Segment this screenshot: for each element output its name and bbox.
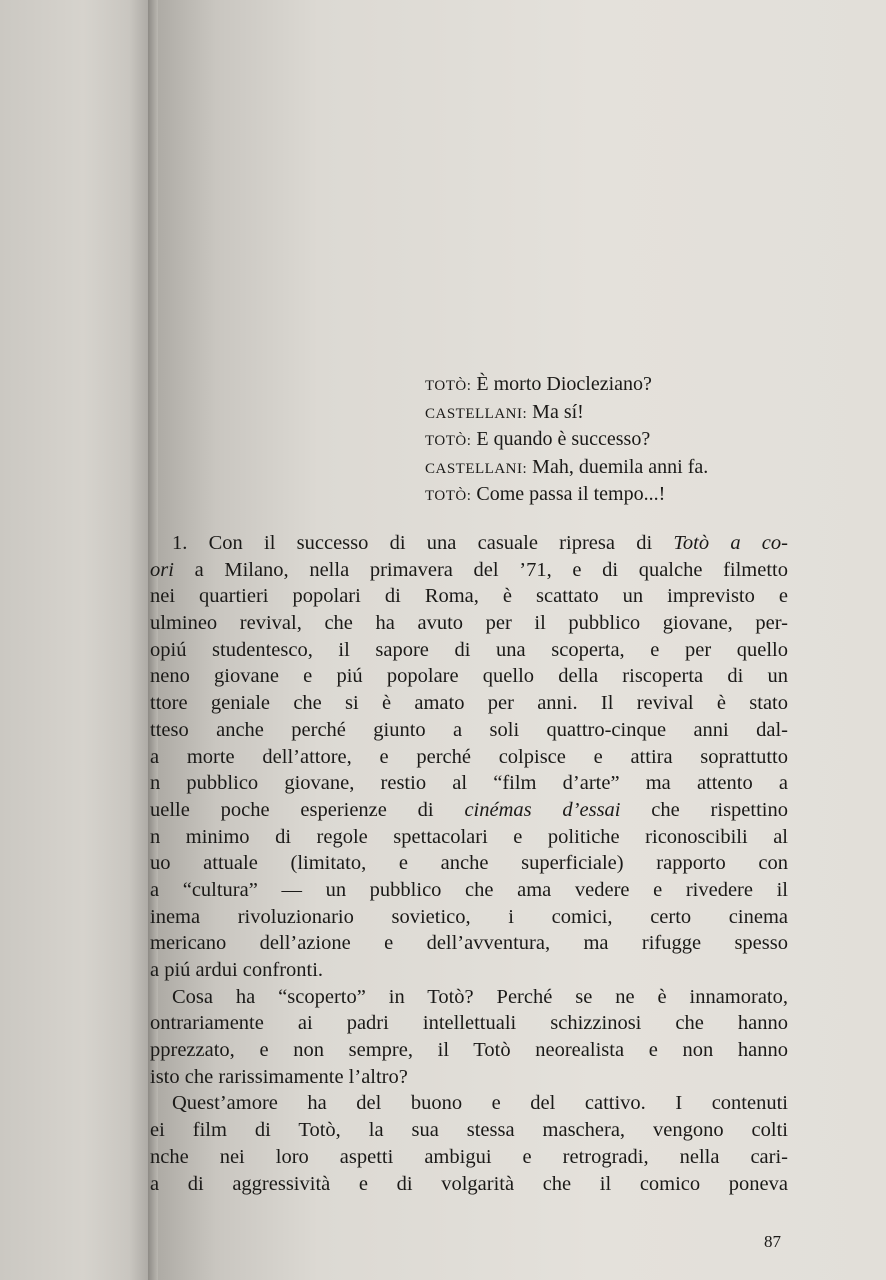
text-segment: a Milano, nella primavera del ’71, e di qualche filmetto: [173, 558, 788, 581]
text-line: [150, 877, 788, 904]
body-text: [150, 530, 788, 1197]
text-line: [150, 557, 788, 584]
text-segment: uelle poche esperienze di: [150, 798, 465, 821]
epigraph-dialogue: [425, 372, 865, 510]
dialogue-speaker: TOTÒ:: [425, 378, 472, 394]
page-number: 87: [764, 1232, 781, 1251]
text-segment: a morte dell’attore, e perché colpisce e attira soprattutto: [150, 745, 788, 768]
dialogue-text: È morto Diocleziano?: [476, 373, 652, 395]
dialogue-line: [425, 427, 865, 455]
text-line: [150, 717, 788, 744]
text-line: [150, 744, 788, 771]
text-line: [150, 957, 788, 984]
dialogue-speaker: CASTELLANI:: [425, 460, 528, 477]
text-line: [150, 1090, 788, 1117]
text-line: [150, 530, 788, 557]
text-segment: n minimo di regole spettacolari e politiche riconoscibili al: [150, 825, 788, 848]
text-segment: nei quartieri popolari di Roma, è scattato un imprevisto e: [150, 585, 788, 608]
dialogue-speaker: TOTÒ:: [425, 488, 472, 504]
text-segment: inema rivoluzionario sovietico, i comici, certo cinema: [150, 905, 788, 928]
text-segment: a “cultura” — un pubblico che ama vedere e rivedere il: [150, 878, 788, 901]
text-segment: mericano dell’azione e dell’avventura, ma rifugge spesso: [150, 932, 788, 955]
text-segment: Cosa ha “scoperto” in Totò? Perché se ne è innamorato,: [172, 985, 788, 1008]
italic-segment: Totò a co-: [673, 532, 788, 554]
text-segment: tteso anche perché giunto a soli quattro-cinque anni dal-: [150, 718, 788, 741]
italic-segment: cinémas d’essai: [464, 798, 621, 821]
text-segment: ei film di Totò, la sua stessa maschera, vengono colti: [150, 1119, 788, 1142]
text-line: [150, 770, 788, 797]
dialogue-line: [425, 455, 865, 483]
dialogue-line: [425, 482, 865, 510]
dialogue-speaker: CASTELLANI:: [425, 405, 528, 422]
text-segment: 1. Con il successo di una casuale ripresa di: [172, 532, 674, 554]
left-page-edge: [0, 0, 152, 1280]
text-line: [150, 690, 788, 717]
text-segment: nche nei loro aspetti ambigui e retrogradi, nella cari-: [150, 1145, 788, 1168]
text-line: [150, 904, 788, 931]
dialogue-text: E quando è successo?: [476, 428, 651, 450]
text-line: [150, 1144, 788, 1171]
text-segment: ontrariamente ai padri intellettuali schizzinosi che hanno: [150, 1012, 788, 1035]
dialogue-text: Come passa il tempo...!: [476, 483, 666, 505]
text-line: [150, 984, 788, 1011]
text-line: [150, 1171, 788, 1198]
text-segment: Quest’amore ha del buono e del cattivo. I contenuti: [172, 1092, 788, 1115]
text-segment: ttore geniale che si è amato per anni. Il revival è stato: [150, 692, 788, 715]
text-segment: opiú studentesco, il sapore di una scoperta, e per quello: [150, 638, 788, 661]
dialogue-line: [425, 400, 865, 428]
dialogue-line: [425, 372, 865, 400]
italic-segment: ori: [150, 558, 174, 581]
text-line: [150, 824, 788, 851]
dialogue-text: Mah, duemila anni fa.: [532, 455, 709, 478]
dialogue-speaker: TOTÒ:: [425, 433, 472, 449]
text-segment: ulmineo revival, che ha avuto per il pubblico giovane, per-: [150, 612, 788, 635]
dialogue-text: Ma sí!: [532, 400, 584, 423]
text-line: [150, 850, 788, 877]
text-line: [150, 1037, 788, 1064]
text-line: [150, 583, 788, 610]
text-line: [150, 663, 788, 690]
text-line: [150, 637, 788, 664]
text-line: [150, 1117, 788, 1144]
text-line: [150, 930, 788, 957]
text-segment: isto che rarissimamente l’altro?: [150, 1065, 408, 1088]
text-segment: che rispettino: [620, 798, 788, 821]
text-segment: n pubblico giovane, restio al “film d’arte” ma attento a: [150, 772, 788, 795]
text-segment: a di aggressività e di volgarità che il comico poneva: [150, 1172, 788, 1195]
text-line: [150, 1010, 788, 1037]
text-line: [150, 1064, 788, 1091]
text-line: [150, 797, 788, 824]
text-segment: neno giovane e piú popolare quello della riscoperta di un: [150, 665, 788, 688]
text-line: [150, 610, 788, 637]
text-segment: a piú ardui confronti.: [150, 959, 324, 981]
text-segment: pprezzato, e non sempre, il Totò neorealista e non hanno: [150, 1039, 788, 1062]
text-segment: uo attuale (limitato, e anche superficiale) rapporto con: [150, 852, 788, 875]
